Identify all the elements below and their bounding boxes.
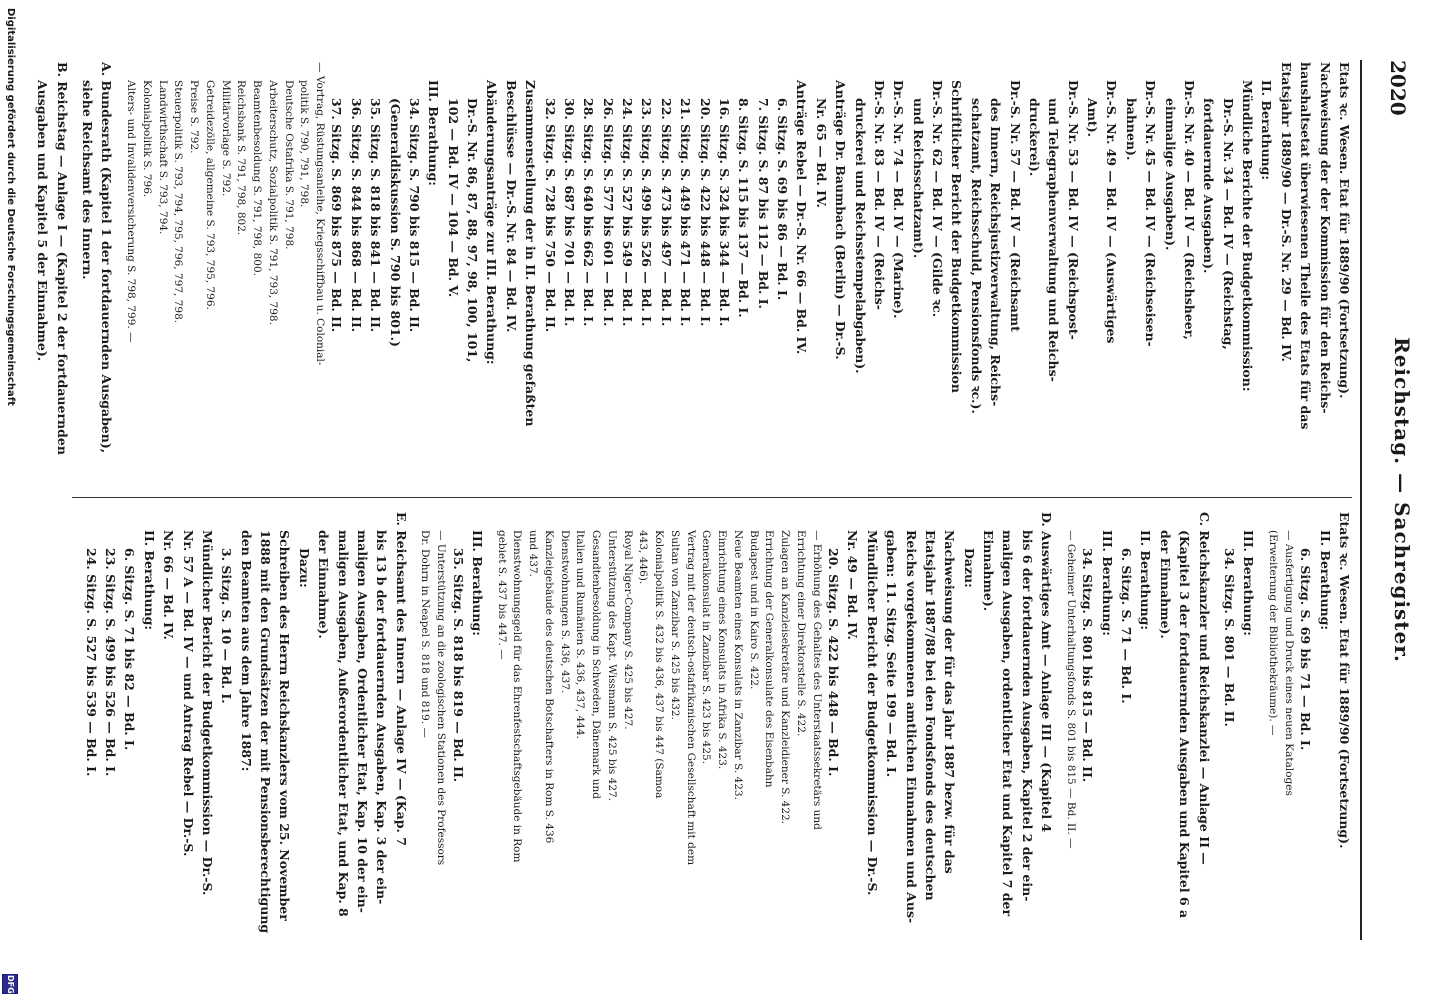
page-footer [0,0,20,1000]
register-line: (Erweiterung der Bibliothekräume). — [1267,530,1280,736]
register-line: Preise S. 792. [188,80,201,154]
register-line: 3. Sitzg. S. 10 — Bd. I. [219,548,235,704]
register-line: Einnahme). [981,530,997,612]
register-line: Etatsjahr 1887/88 bei den Fondsfonds des deutschen [923,530,938,901]
register-line: Deutsche Ostafrika S. 791, 798. [282,80,295,250]
register-line: Schriftlicher Bericht der Budgetkommission [949,80,965,393]
footer-credit: Digitalisierung gefördert durch die Deutsche Forschungsgemeinschaft [5,8,16,406]
register-line: schatzamt, Reichsschuld, Pensionsfonds ꝛc.). [968,98,984,414]
register-line: druckerei). [1027,98,1042,177]
register-line: Dienstwohnungen S. 436, 437. [558,530,571,694]
register-line: Arbeiterschutz, Sozialpolitik S. 791, 793, 798. [266,80,279,325]
register-line: Dr.-S. Nr. 74 — Bd. IV — (Marine). [891,80,907,319]
register-line: 6. Sitzg. S. 69 bis 86 — Bd. I. [775,98,791,301]
register-line: Dr.-S. Nr. 45 — Bd. IV — (Reichseisen- [1143,80,1159,347]
register-line: Neue Beamten eines Konsulats in Zanzibar S. 423. [732,530,744,800]
register-line: Italien und Rumänien S. 436, 437, 444. [574,530,587,739]
register-line: Abänderungsanträge zur III. Berathung: [484,80,500,365]
register-line: Kolonialpolitik S. 796. [140,80,153,198]
register-line: Dr.-S. Nr. 40 — Bd. IV — (Reichsheer, [1182,80,1197,340]
register-line: A. Bundesrath (Kapitel 1 der fortdauernden Ausgaben), [99,62,115,454]
register-line: 34. Sitzg. S. 801 bis 815 — Bd. II. [1080,548,1096,783]
register-line: D. Auswärtiges Amt — Anlage III — (Kapitel 4 [1039,512,1055,833]
register-line: Dazu: [296,548,312,588]
register-line: 35. Sitzg. S. 818 bis 819 — Bd. II. [450,548,466,783]
register-line: 30. Sitzg. S. 687 bis 701 — Bd. I. [562,98,577,327]
header-rule [1360,60,1362,940]
register-line: 32. Sitzg. S. 728 bis 750 — Bd. II. [542,98,558,333]
page-header [1362,60,1432,940]
register-line: II. Berathung: [141,530,157,630]
dfg-logo: DFG [2,974,18,994]
register-line: bis 6 der fortdauernden Ausgaben, Kapitel 2 der ein- [1019,530,1035,902]
register-line: 24. Sitzg. S. 527 bis 539 — Bd. I. [83,548,99,777]
register-line: Gesandtenbesoldung in Schweden, Dänemark und [590,530,603,799]
register-line: Dazu: [961,548,977,588]
register-line: Dr.-S. Nr. 57 — Bd. IV — (Reichsamt [1007,80,1023,332]
register-line: Alters- und Invalidenversicherung S. 798, 799. — [125,80,138,343]
register-line: III. Berathung: [426,80,442,186]
register-line: und Reichsschatzamt). [910,98,926,259]
register-line: — Geheimer Unterhaltungsfonds S. 801 bis 815 — Bd. II. — [1065,530,1077,849]
register-line: Nachweisung der für das Jahr 1887 bezw. für das [942,530,958,874]
register-line: 37. Sitzg. S. 869 bis 875 — Bd. II. [329,98,345,333]
register-line: B. Reichstag — Anlage I — (Kapitel 2 der fortdauernden [54,62,70,455]
register-line: Unterstützung des Kapt. Wissmann S. 425 bis 427. [606,530,618,802]
register-line: 26. Sitzg. S. 577 bis 601 — Bd. I. [600,98,616,327]
register-line: der Einnahme). [1157,530,1173,639]
register-line: Zulagen an Kanzleisekretäre und Kanzleidiener S. 422. [779,530,792,825]
left-column [33,62,1354,482]
register-line: II. Berathung: [1317,530,1333,630]
register-line: den Beamten aus dem Jahre 1887: [238,530,254,772]
register-line: Schreiben des Herrn Reichskanzlers vom 25. November [277,530,293,921]
register-line: und 437. [527,530,540,577]
register-line: Etats ꝛc. Wesen. Etat für 1889/90 (Fortsetzung). [1337,512,1352,849]
right-column [81,512,1354,942]
register-line: Militärvorlage S. 792. [219,80,232,197]
register-line: Vertrag mit der deutsch-ostafrikanischen Gesellschaft mit dem [684,530,697,866]
register-line: maligen Ausgaben, ordentlicher Etat und Kapitel 7 der [1000,530,1016,917]
register-line: C. Reichskanzler und Reichskanzlei — Anlage II — [1196,512,1212,865]
register-line: III. Berathung: [1241,530,1257,636]
register-line: Budapest und in Kairo S. 422. [747,530,760,690]
register-line: Dr.-S. Nr. 53 — Bd. IV — (Reichspost- [1065,80,1081,340]
register-line: Mündliche Berichte der Budgetkommission: [1240,80,1256,392]
register-line: 21. Sitzg. S. 449 bis 471 — Bd. I. [678,98,694,327]
register-line: Zusammenstellung der in II. Berathung gefaßten [523,80,539,427]
register-line: Einrichtung eines Konsulats in Afrika S. 423. [716,530,729,770]
register-line: Royal Niger-Company S. 425 bis 427. [621,530,634,730]
register-line: 23. Sitzg. S. 499 bis 526 — Bd. I. [103,548,119,777]
page-title: Reichstag. — Sachregister. [1390,337,1414,663]
register-line: — Vortrag, Rüstungsanleihe, Kriegsschiffbau u. Colonial- [314,62,327,366]
register-line: 20. Sitzg. S. 422 bis 448 — Bd. I. [697,98,713,327]
register-line: 7. Sitzg. S. 87 bis 112 — Bd. I. [755,98,771,309]
register-line: Dr.-S. Nr. 83 — Bd. IV — (Reichs- [872,80,887,310]
register-line: — Ausfertigung und Druck eines neuen Kataloges [1282,530,1295,796]
register-line: Getreidezölle, allgemeine S. 793, 795, 796. [203,80,216,310]
register-line: der Einnahme). [316,530,332,639]
register-line: haushaltsetat überwiesenen Theile des Etats für das [1298,62,1314,430]
register-line: 36. Sitzg. S. 844 bis 868 — Bd. II. [348,98,364,333]
register-line: politik S. 790, 791, 798. [298,80,311,208]
register-line: Etats ꝛc. Wesen. Etat für 1889/90 (Fortsetzung). [1337,62,1352,399]
register-line: Nachweisung der der Kommission für den Reichs- [1317,62,1333,414]
register-line: 8. Sitzg. S. 115 bis 137 — Bd. I. [736,98,752,318]
register-line: 24. Sitzg. S. 527 bis 549 — Bd. I. [620,98,636,327]
register-line: Dr.-S. Nr. 86, 87, 88, 97, 98, 100, 101, [465,98,481,363]
register-line: Generalkonsulat in Zanzibar S. 423 bis 425. [700,530,713,765]
register-line: III. Berathung: [470,530,485,636]
register-line: 1888 mit den Grundsätzen der mit Pensionsberechtigung [258,530,274,934]
register-line: druckerei und Reichsstempelabgaben). [852,98,868,374]
register-line: II. Berathung: [1259,80,1275,180]
register-line: Mündlicher Bericht der Budgetkommission — Dr.-S. [200,530,215,896]
register-line: einmalige Ausgaben). [1162,98,1178,251]
register-line: Dr.-S. Nr. 62 — Bd. IV — (Gilde ꝛc. [930,80,946,318]
register-line: Kolonialpolitik S. 432 bis 436, 437 bis 447 (Samoa [653,530,666,799]
register-line: bahnen). [1123,98,1139,161]
register-line: II. Berathung: [1138,530,1154,630]
register-line: 102 — Bd. IV — 104 — Bd. V. [445,98,461,298]
register-line: Anträge Rebel — Dr.-S. Nr. 66 — Bd. IV. [794,80,810,355]
register-line: 23. Sitzg. S. 499 bis 526 — Bd. I. [639,98,655,327]
page-number: 2020 [1386,60,1410,116]
register-line: gaben: 11. Sitzg. Seite 199 — Bd. I. [884,530,900,778]
register-line: Errichtung der Generalkonsulate des Eisenbahn [763,530,776,788]
register-line: (Generaldiskussion S. 790 bis 801.) [387,98,403,347]
register-line: siehe Reichsamt des Innern. [80,80,95,280]
register-line: maligen Ausgaben, Außerordentlicher Etat, und Kap. 8 [335,530,351,917]
register-line: bis 13 b der fortdauernden Ausgaben, Kap. 3 der ein- [374,530,390,905]
register-line: Dr. Dohrn in Neapel S. 818 und 819. — [419,530,432,739]
register-line: 6. Sitzg. S. 69 bis 71 — Bd. I. [1298,548,1314,751]
register-line: 16. Sitzg. S. 324 bis 344 — Bd. I. [717,98,732,327]
register-line: Reichs vorgekommenen amtlichen Einnahmen und Aus- [903,530,919,924]
register-line: Nr. 65 — Bd. IV. [813,98,829,208]
register-line: — Unterstützung an die zoologischen Stationen des Professors [435,530,448,866]
register-line: (Kapitel 3 der fortdauernden Ausgaben und Kapitel 6 a [1177,530,1193,919]
register-line: 20. Sitzg. S. 422 bis 448 — Bd. I. [826,548,842,777]
register-line: Etatsjahr 1889/90 — Dr.-S. Nr. 29 — Bd. IV. [1278,62,1294,362]
register-line: III. Berathung: [1099,530,1115,636]
register-line: 35. Sitzg. S. 818 bis 841 — Bd. II. [368,98,384,333]
register-line: Dr.-S. Nr. 34 — Bd. IV — (Reichstag, [1220,98,1236,350]
register-line: Nr. 49 — Bd. IV. [845,530,861,640]
register-line: Beschlüsse — Dr.-S. Nr. 84 — Bd. IV. [503,80,519,333]
register-line: Kanzleigebäude des deutschen Botschafters in Rom S. 436 [543,530,555,844]
register-line: maligen Ausgaben, Ordentlicher Etat, Kap. 10 der ein- [355,530,370,913]
register-line: 28. Sitzg. S. 640 bis 662 — Bd. I. [581,98,597,327]
register-line: Errichtung einer Direktorstelle S. 422. [795,530,807,737]
register-line: 34. Sitzg. S. 801 — Bd. II. [1222,548,1237,727]
register-line: des Innern, Reichsjustizverwaltung, Reichs- [988,98,1004,407]
register-line: 34. Sitzg. S. 790 bis 815 — Bd. II. [407,98,422,333]
register-line: Nr. 66 — Bd. IV. [161,530,177,640]
register-line: Steuerpolitik S. 793, 794, 795, 796, 797, 798. [172,80,185,324]
register-line: 22. Sitzg. S. 473 bis 497 — Bd. I. [658,98,674,327]
register-line: Landwirthschaft S. 793, 794. [156,80,169,235]
column-divider [72,497,1352,498]
register-line: E. Reichsamt des Innern — Anlage IV — (Kap. 7 [393,512,409,846]
register-line: Sultan von Zanzibar S. 425 bis 432. [669,530,681,720]
register-line: Ausgaben und Kapitel 5 der Einnahme). [35,80,51,362]
register-line: 6. Sitzg. S. 71 bis 82 — Bd. I. [122,548,138,751]
register-line: — Erhöhung des Gehaltes des Unterstaatssekretärs und [810,530,823,830]
register-line: Anträge Dr. Baumbach (Berlin) — Dr.-S. [833,80,849,360]
register-line: 443, 446). [637,530,650,585]
register-line: Beamtenbesoldung S. 791, 798, 800. [251,80,264,276]
register-line: gebiet S. 437 bis 447. — [495,530,508,660]
register-line: Amt). [1085,98,1101,137]
register-line: und Telegraphenverwaltung und Reichs- [1046,98,1062,382]
register-line: Dienstwohnungsgeld für das Ehrenfestschaftsgebäude in Rom [511,530,524,863]
register-line: 6. Sitzg. S. 71 — Bd. I. [1119,548,1135,704]
register-line: Nr. 57 A — Bd. IV — und Antrag Rebel — Dr.-S. [180,530,196,857]
register-line: Dr.-S. Nr. 49 — Bd. IV — (Auswärtiges [1104,80,1120,344]
register-line: Mündlicher Bericht der Budgetkommission — Dr.-S. [864,530,880,896]
register-line: fortdauernde Ausgaben). [1201,98,1217,274]
register-line: Reichsbank S. 791, 798, 802. [235,80,248,236]
